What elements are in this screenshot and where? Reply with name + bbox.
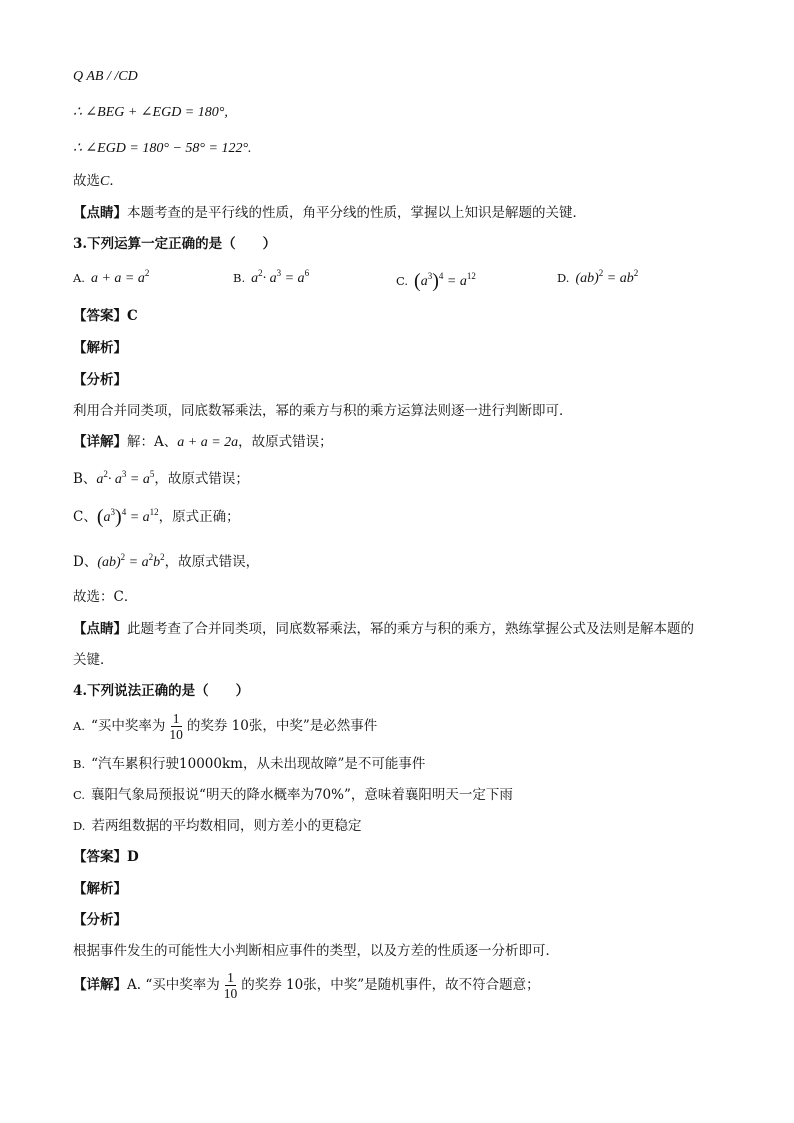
question-4-stem: 4.下列说法正确的是（ ） bbox=[73, 683, 250, 699]
option-b-label: B. bbox=[73, 757, 86, 771]
option-b-expr: $a^2\cdot a^3 = a^6$ bbox=[251, 268, 310, 286]
q4-fenxi-text: 根据事件发生的可能性大小判断相应事件的类型，以及方差的性质逐一分析即可． bbox=[73, 943, 559, 959]
comment-line bbox=[73, 204, 586, 222]
option-b bbox=[233, 270, 309, 287]
question-3-options bbox=[73, 270, 733, 290]
choose-text: 故选 bbox=[73, 173, 100, 189]
q4-option-a: A. “买中奖率为 $\frac{1}{10}$ 的奖券 10张，中奖”是必然事件 bbox=[73, 711, 378, 742]
option-c-label: C. bbox=[396, 274, 409, 288]
choose-answer: C bbox=[100, 174, 110, 189]
answer-value: C bbox=[127, 308, 138, 324]
q3-detail-a: 【详解】解：A、a + a = 2a，故原式错误； bbox=[73, 434, 333, 450]
answer-value: D bbox=[127, 849, 139, 865]
question-3-stem: 3.下列运算一定正确的是（ ） bbox=[73, 236, 277, 252]
option-c-expr: $(a^3)^4 = a^{12}$ bbox=[414, 270, 476, 292]
q3-comment: 【点睛】此题考查了合并同类项，同底数幂乘法，幂的乘方与积的乘方，熟练掌握公式及法则是解本题的 bbox=[73, 621, 694, 637]
detail-d-expr: $(ab)^2 = a^2b^2$ bbox=[97, 552, 165, 570]
q3-answer bbox=[73, 307, 138, 325]
option-d-label: D. bbox=[557, 271, 570, 285]
option-c-label: C. bbox=[73, 788, 86, 802]
choose-line bbox=[73, 172, 123, 191]
comment-tag: 【点睛】 bbox=[73, 621, 127, 637]
angle-sum-statement: ∴ ∠BEG + ∠EGD = 180°, bbox=[73, 105, 228, 120]
answer-tag: 【答案】 bbox=[73, 849, 127, 865]
q3-detail-d: D、$(ab)^2 = a^2b^2$，故原式错误， bbox=[73, 552, 260, 570]
detail-b-expr: $a^2\cdot a^3 = a^5$ bbox=[96, 469, 155, 487]
q3-comment-cont: 关键． bbox=[73, 652, 114, 668]
q3-fenxi-text: 利用合并同类项，同底数幂乘法，幂的乘方与积的乘方运算法则逐一进行判断即可． bbox=[73, 403, 573, 419]
fraction-one-tenth-detail: $\frac{1}{10}$ bbox=[223, 970, 238, 1001]
option-b-label: B. bbox=[233, 271, 246, 285]
q3-fenxi-tag: 【分析】 bbox=[73, 372, 127, 388]
detail-c-expr: $(a^3)^4 = a^{12}$ bbox=[96, 506, 159, 528]
q4-option-b: B. “汽车累积行驶10000km，从未出现故障”是不可能事件 bbox=[73, 756, 426, 772]
comment-text: 本题考查的是平行线的性质，角平分线的性质，掌握以上知识是解题的关键． bbox=[127, 205, 586, 221]
detail-tag: 【详解】 bbox=[73, 977, 127, 993]
answer-tag: 【答案】 bbox=[73, 308, 127, 324]
fraction-one-tenth: $\frac{1}{10}$ bbox=[169, 711, 183, 742]
option-a-label: A. bbox=[73, 719, 85, 733]
angle-result-statement: ∴ ∠EGD = 180° − 58° = 122°. bbox=[73, 141, 252, 156]
option-a-label: A. bbox=[73, 271, 85, 285]
q4-option-d: D. 若两组数据的平均数相同，则方差小的更稳定 bbox=[73, 818, 362, 834]
q3-analysis-tag: 【解析】 bbox=[73, 340, 127, 356]
option-d-label: D. bbox=[73, 819, 86, 833]
q4-detail-a: 【详解】A. “买中奖率为 $\frac{1}{10}$ 的奖券 10张，中奖”是随机事件，故不符合题意； bbox=[73, 970, 540, 1001]
q4-fenxi-tag: 【分析】 bbox=[73, 912, 127, 928]
q4-analysis-tag: 【解析】 bbox=[73, 881, 127, 897]
q4-option-c: C. 襄阳气象局预报说“明天的降水概率为70%”，意味着襄阳明天一定下雨 bbox=[73, 787, 513, 803]
detail-tag: 【详解】 bbox=[73, 434, 127, 450]
option-d-expr: $(ab)^2 = ab^2$ bbox=[575, 268, 639, 286]
comment-tag: 【点睛】 bbox=[73, 205, 127, 221]
q3-choose: 故选：C． bbox=[73, 589, 138, 605]
option-a bbox=[73, 270, 149, 287]
option-d bbox=[557, 270, 638, 287]
detail-a-expr: a + a = 2a bbox=[177, 435, 239, 450]
q4-answer bbox=[73, 848, 139, 866]
choose-end: ． bbox=[109, 173, 123, 189]
option-c bbox=[396, 270, 476, 293]
parallel-statement: Q AB / /CD bbox=[73, 69, 138, 84]
q3-detail-b: B、$a^2\cdot a^3 = a^5$，故原式错误； bbox=[73, 469, 249, 487]
option-a-expr: $a + a = a^2$ bbox=[90, 268, 150, 286]
q3-detail-c: C、$(a^3)^4 = a^{12}$，原式正确； bbox=[73, 506, 240, 528]
